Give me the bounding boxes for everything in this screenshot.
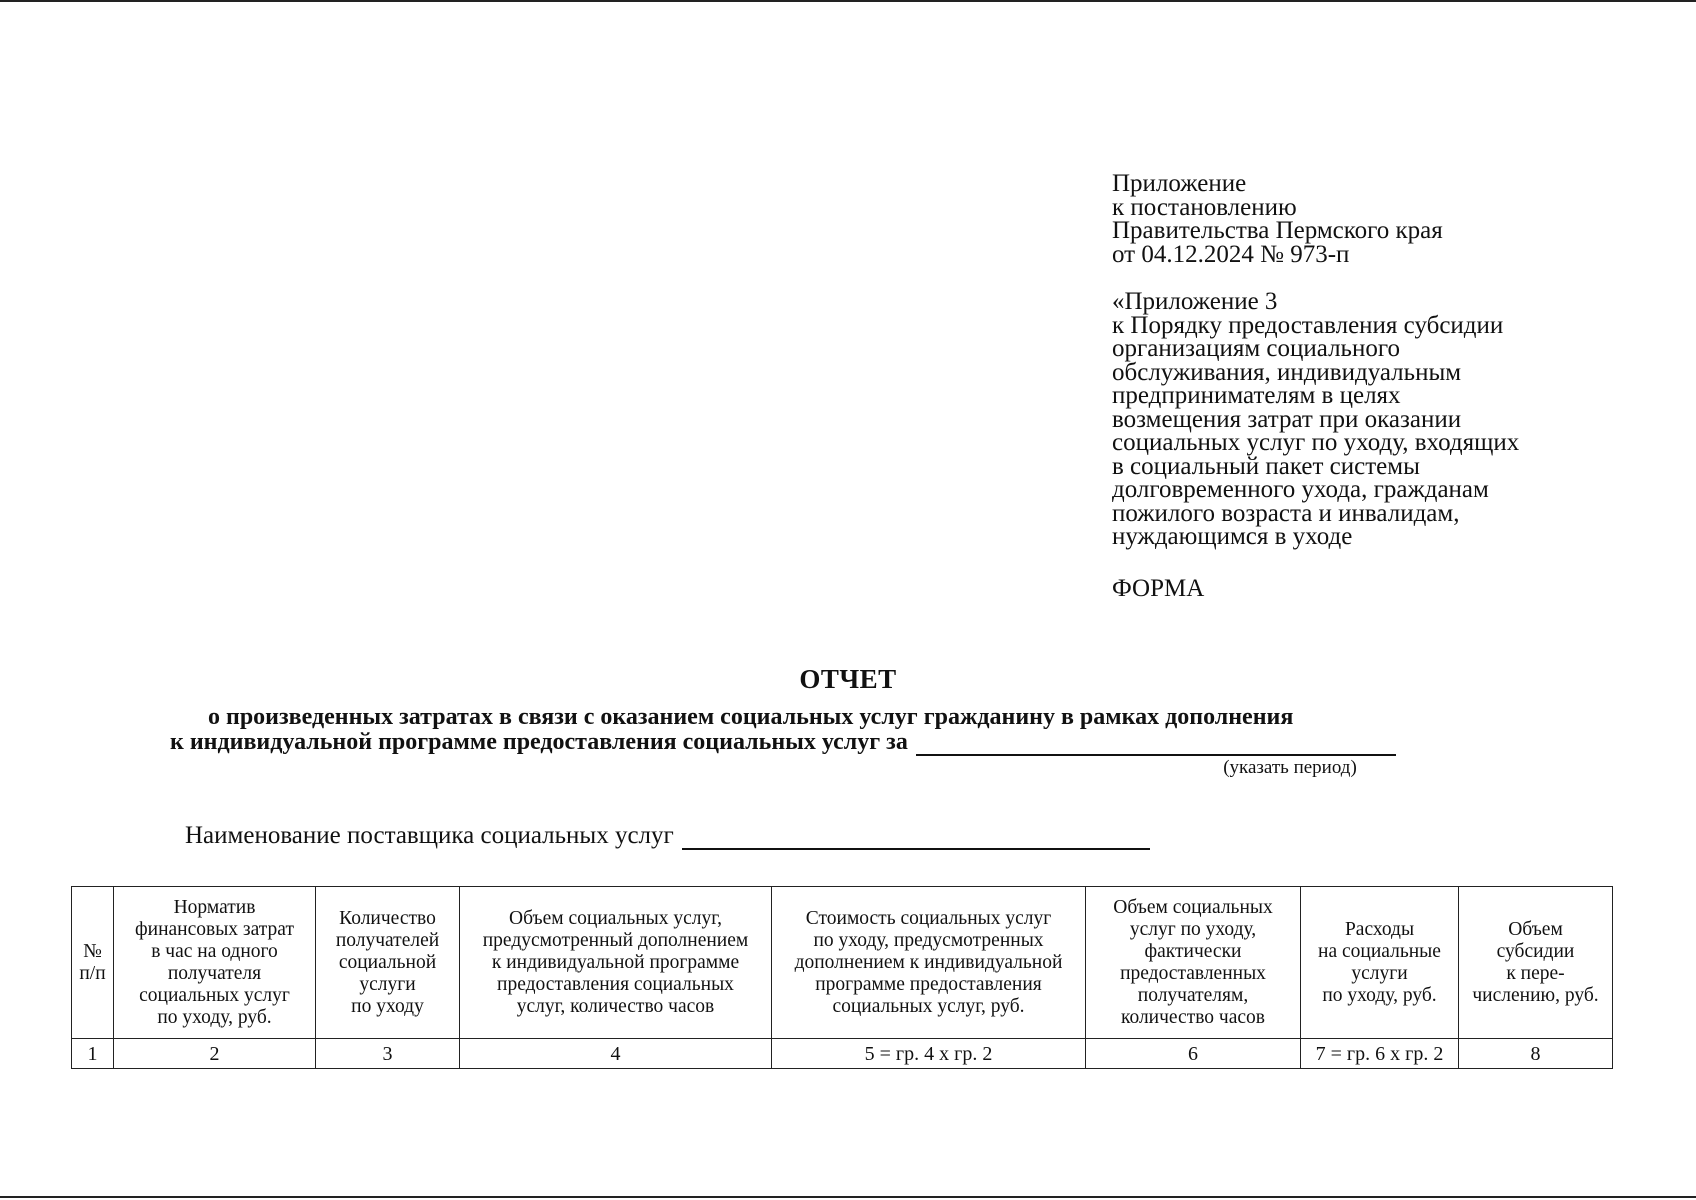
appendix-line: долговременного ухода, гражданам: [1112, 476, 1489, 503]
appendix-line: «Приложение 3: [1112, 288, 1278, 315]
table-cell: 2: [114, 1039, 316, 1069]
appendix-line: Правительства Пермского края: [1112, 217, 1443, 244]
appendix-line: пожилого возраста и инвалидам,: [1112, 499, 1460, 527]
table-cell: 8: [1459, 1039, 1613, 1069]
table-cell: 7 = гр. 6 x гр. 2: [1301, 1039, 1459, 1069]
appendix-line: нуждающимся в уходе: [1112, 523, 1353, 550]
table-header-row: [72, 887, 1613, 1039]
appendix-line: к постановлению: [1112, 193, 1297, 221]
page-border-bottom: [0, 1196, 1696, 1198]
table-cell: 4: [460, 1039, 772, 1069]
header-cell: № п/п: [72, 887, 114, 1039]
appendix-line: Приложение: [1112, 170, 1247, 197]
report-subtitle-text: к индивидуальной программе предоставления социальных услуг за: [170, 729, 908, 755]
report-title: ОТЧЕТ: [799, 664, 897, 694]
appendix-line: от 04.12.2024 № 973-п: [1112, 240, 1350, 268]
provider-fill-line[interactable]: [682, 824, 1150, 850]
appendix-line: обслуживания, индивидуальным: [1112, 358, 1462, 386]
page-border-top: [0, 0, 1696, 2]
appendix-line: организациям социального: [1112, 335, 1400, 362]
appendix-line: предпринимателям в целях: [1112, 382, 1401, 409]
header-cell: Объем социальных услуг, предусмотренный дополнением к индивидуальной программе предоставления социальных услуг, количество часов: [460, 887, 772, 1039]
header-cell: Объем субсидии к пере- числению, руб.: [1459, 887, 1613, 1039]
provider-line: [185, 822, 1150, 850]
form-label: ФОРМА: [1112, 574, 1205, 602]
period-hint: (указать период): [1223, 757, 1357, 778]
table-row: [72, 1039, 1613, 1069]
appendix-line: возмещения затрат при оказании: [1112, 405, 1462, 433]
header-cell: Объем социальных услуг по уходу, фактически предоставленных получателям, количество часов: [1086, 887, 1301, 1039]
report-table: [71, 886, 1613, 1069]
table-cell: 3: [316, 1039, 460, 1069]
table-cell: 6: [1086, 1039, 1301, 1069]
appendix-line: к Порядку предоставления субсидии: [1112, 311, 1504, 339]
header-cell: Количество получателей социальной услуги по уходу: [316, 887, 460, 1039]
appendix-block: [1112, 172, 1672, 600]
report-subtitle-line-2: [170, 729, 1396, 756]
provider-label: Наименование поставщика социальных услуг: [185, 822, 674, 849]
table-cell: 1: [72, 1039, 114, 1069]
header-cell: Расходы на социальные услуги по уходу, руб.: [1301, 887, 1459, 1039]
table-cell: 5 = гр. 4 x гр. 2: [772, 1039, 1086, 1069]
appendix-line: социальных услуг по уходу, входящих: [1112, 429, 1520, 456]
header-cell: Стоимость социальных услуг по уходу, предусмотренных дополнением к индивидуальной программе предоставления социальных услуг, руб.: [772, 887, 1086, 1039]
spacer: [1112, 266, 1672, 290]
period-fill-line[interactable]: [916, 730, 1396, 756]
appendix-line: в социальный пакет системы: [1112, 452, 1420, 480]
header-cell: Норматив финансовых затрат в час на одного получателя социальных услуг по уходу, руб.: [114, 887, 316, 1039]
report-subtitle-line-1: о произведенных затратах в связи с оказанием социальных услуг гражданину в рамках дополнения: [208, 704, 1294, 730]
spacer: [1112, 549, 1672, 577]
